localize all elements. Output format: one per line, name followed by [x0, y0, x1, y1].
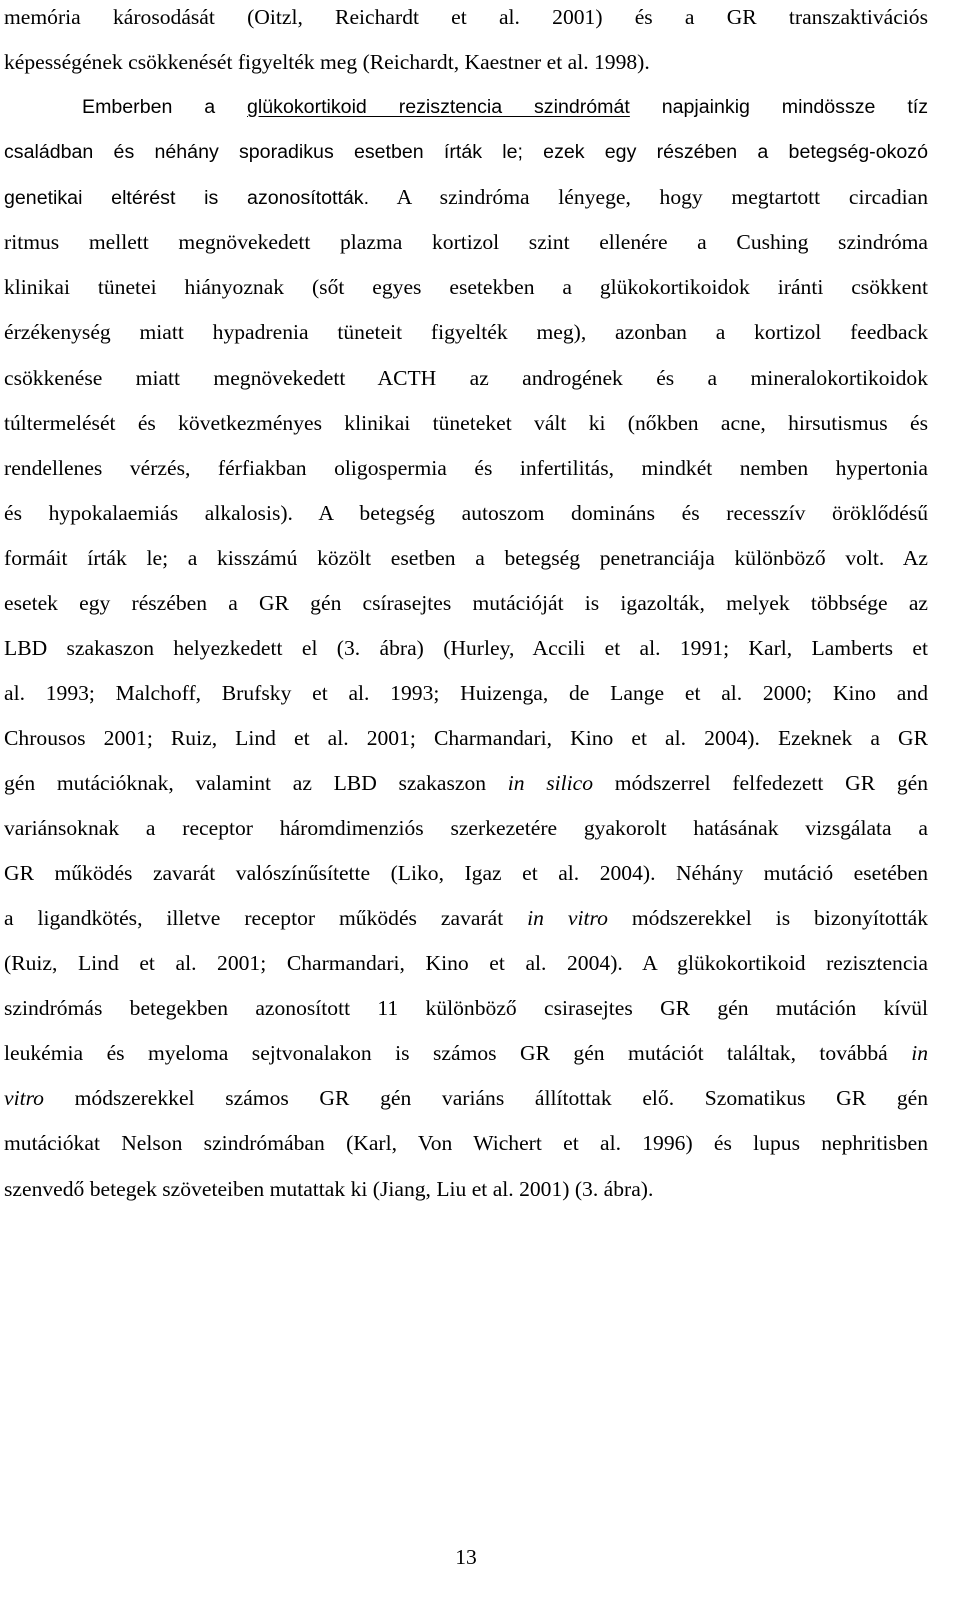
italic-term: in silico	[507, 771, 594, 795]
text-line: és hypokalaemiás alkalosis). A betegség autoszom domináns és recesszív öröklődésű	[4, 501, 928, 525]
text-line: formáit írták le; a kisszámú közölt esetben a betegség penetranciája különböző volt. Az	[4, 546, 928, 570]
italic-term: in vitro	[527, 906, 608, 930]
text-line: érzékenység miatt hypadrenia tüneteit figyelték meg), azonban a kortizol feedback	[4, 320, 928, 344]
text-line: szindrómás betegekben azonosított 11 különböző csirasejtes GR gén mutáción kívül	[4, 996, 928, 1020]
text-line: variánsoknak a receptor háromdimenziós szerkezetére gyakorolt hatásának vizsgálata a	[4, 816, 928, 840]
underlined-term: glükokortikoid rezisztencia szindrómát	[247, 96, 630, 118]
italic-term: in	[911, 1041, 928, 1065]
italic-term: vitro	[4, 1086, 44, 1110]
text-line: mutációkat Nelson szindrómában (Karl, Von Wichert et al. 1996) és lupus nephritisben	[4, 1131, 928, 1155]
page-number: 13	[455, 1545, 477, 1569]
text-line: vitro módszerekkel számos GR gén variáns állítottak elő. Szomatikus GR gén	[4, 1086, 928, 1110]
text-line: szenvedő betegek szöveteiben mutattak ki (Jiang, Liu et al. 2001) (3. ábra).	[4, 1177, 654, 1201]
text-line: Emberben a glükokortikoid rezisztencia szindrómát napjainkig mindössze tíz	[82, 96, 929, 118]
text-line: leukémia és myeloma sejtvonalakon is számos GR gén mutációt találtak, továbbá in	[4, 1041, 928, 1065]
text-line: genetikai eltérést is azonosították. A szindróma lényege, hogy megtartott circadian	[4, 185, 928, 209]
text-line: gén mutációknak, valamint az LBD szakaszon in silico módszerrel felfedezett GR gén	[4, 771, 928, 795]
text-line: klinikai tünetei hiányoznak (sőt egyes esetekben a glükokortikoidok iránti csökkent	[4, 275, 928, 299]
text-line: GR működés zavarát valószínűsítette (Liko, Igaz et al. 2004). Néhány mutáció esetében	[4, 861, 928, 885]
text-line: memória károsodását (Oitzl, Reichardt et al. 2001) és a GR transzaktivációs	[4, 5, 928, 29]
text-line: Chrousos 2001; Ruiz, Lind et al. 2001; Charmandari, Kino et al. 2004). Ezeknek a GR	[4, 726, 928, 750]
text-line: ritmus mellett megnövekedett plazma kortizol szint ellenére a Cushing szindróma	[4, 230, 928, 254]
text-line: LBD szakaszon helyezkedett el (3. ábra) (Hurley, Accili et al. 1991; Karl, Lamberts et	[4, 636, 928, 660]
text-line: al. 1993; Malchoff, Brufsky et al. 1993; Huizenga, de Lange et al. 2000; Kino and	[4, 681, 928, 705]
text-line: rendellenes vérzés, férfiakban oligospermia és infertilitás, mindkét nemben hypertonia	[4, 456, 928, 480]
text-line: családban és néhány sporadikus esetben írták le; ezek egy részében a betegség-okozó	[4, 141, 928, 163]
text-line: képességének csökkenését figyelték meg (Reichardt, Kaestner et al. 1998).	[4, 50, 650, 74]
text-line: túltermelését és következményes klinikai tüneteket vált ki (nőkben acne, hirsutismus és	[4, 411, 928, 435]
text-line: (Ruiz, Lind et al. 2001; Charmandari, Kino et al. 2004). A glükokortikoid rezisztencia	[4, 951, 928, 975]
text-line: a ligandkötés, illetve receptor működés zavarát in vitro módszerekkel is bizonyították	[4, 906, 928, 930]
text-line: csökkenése miatt megnövekedett ACTH az androgének és a mineralokortikoidok	[4, 366, 928, 390]
text-line: esetek egy részében a GR gén csírasejtes mutációját is igazolták, melyek többsége az	[4, 591, 928, 615]
